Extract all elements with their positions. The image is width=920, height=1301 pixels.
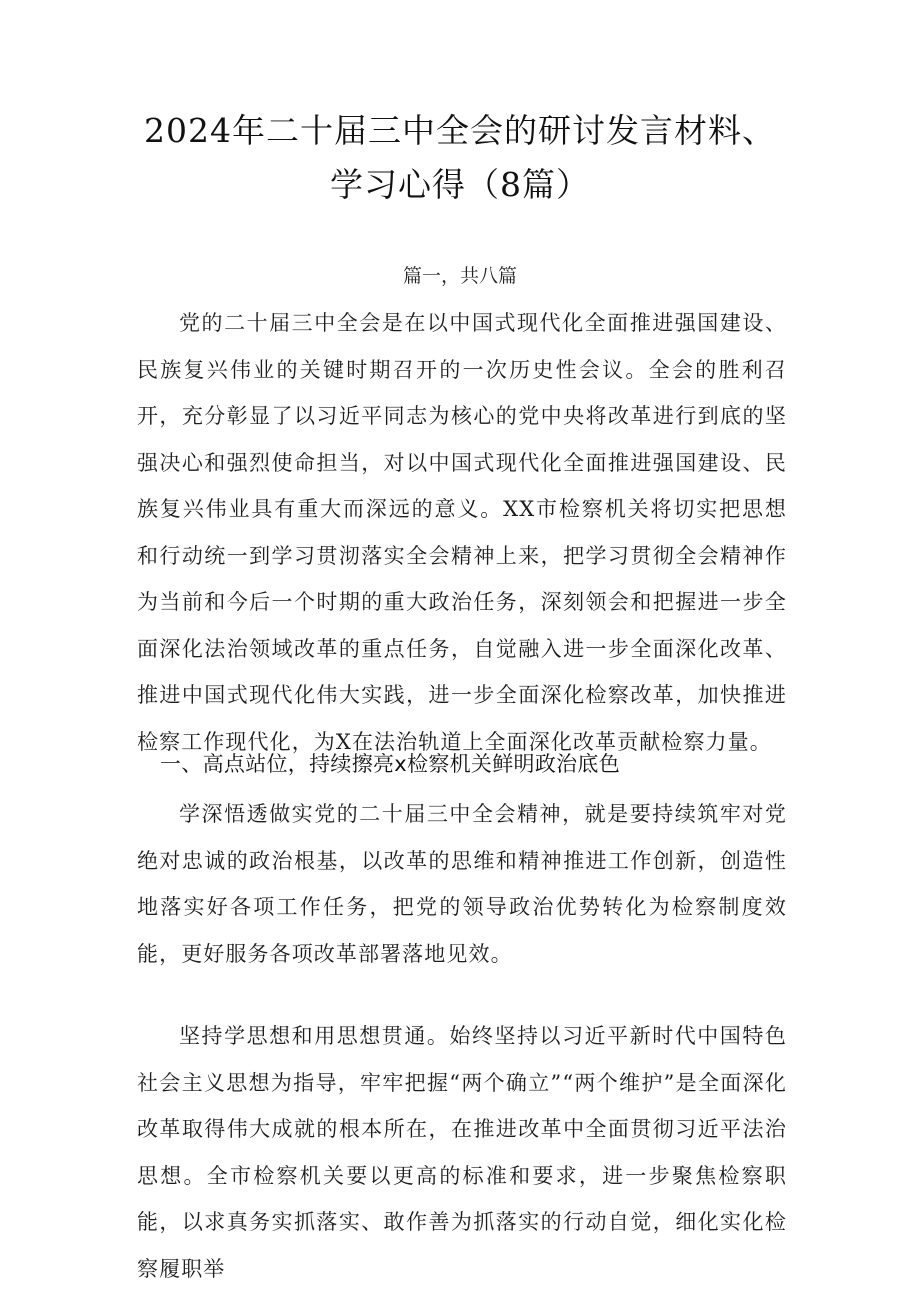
body-paragraph-intro: 党的二十届三中全会是在以中国式现代化全面推进强国建设、民族复兴伟业的关键时期召开的一次历史性会议。全会的胜利召开，充分彰显了以习近平同志为核心的党中央将改革进行到底的坚强决心和强烈使命担当，对以中国式现代化全面推进强国建设、民族复兴伟业具有重大而深远的意义。XX市检察机关将切实把思想和行动统一到学习贯沏落实全会精神上来，把学习贯彻全会精神作为当前和今后一个时期的重大政治任务，深刻领会和把握进一步全面深化法治领域改革的重点任务，自觉融入进一步全面深化改革、推进中国式现代化伟大实践，进一步全面深化检察改革，加快推进检察工作现代化，为X在法治轨道上全面深化改革贡献检察力量。 <box>137 311 787 754</box>
body-paragraph-2: 学深悟透做实党的二十届三中全会精神，就是要持续筑牢对党绝对忠诚的政治根基，以改革的思维和精神推进工作创新，创造性地落实好各项工作任务，把党的领导政治优势转化为检察制度效能，更好服务各项改革部署落地见效。 <box>137 802 787 966</box>
document-title: 2024年二十届三中全会的研讨发言材料、学习心得（8篇） <box>144 111 776 204</box>
section-heading-1: 一、高点站位，持续擦亮x检察机关鲜明政治底色 <box>160 752 621 776</box>
section-label: 篇一，共八篇 <box>402 265 517 287</box>
body-paragraph-3: 坚持学思想和用思想贯通。始终坚持以习近平新时代中国特色社会主义思想为指导，牢牢把握“两个确立”“两个维护”是全面深化改革取得伟大成就的根本所在，在推进改革中全面贯彻习近平法治思想。全市检察机关要以更高的标准和要求，进一步聚焦检察职能，以求真务实抓落实、敢作善为抓落实的行动自觉，细化实化检察履职举 <box>137 1024 787 1281</box>
